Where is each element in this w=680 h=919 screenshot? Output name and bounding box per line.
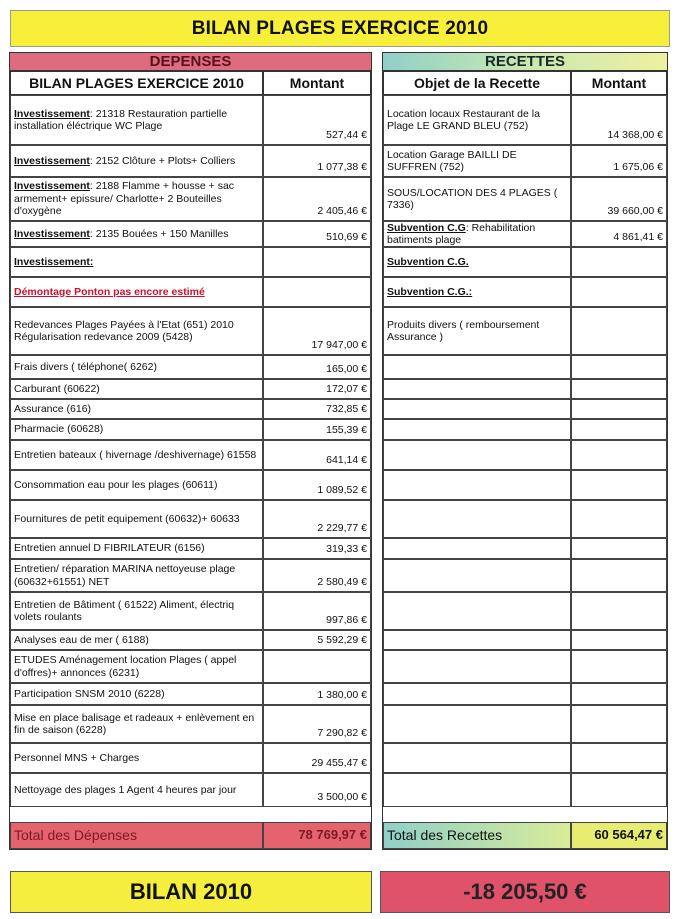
depenses-row-label [10,705,263,743]
depenses-row-label [10,95,263,145]
depenses-row-label [10,177,263,221]
recettes-row-label [383,470,571,500]
depenses-total-label: Total des Dépenses [10,822,263,849]
depenses-row [10,705,371,743]
depenses-row-label [10,145,263,177]
recettes-row-amount [571,277,667,307]
recettes-row-amount [571,470,667,500]
recettes-row-label [383,221,571,247]
recettes-row [383,559,667,592]
depenses-row-amount: 527,44 € [263,95,371,145]
recettes-row-label [383,559,571,592]
recettes-amount-header: Montant [571,71,667,95]
recettes-row-prefix: Subvention C.G [387,221,466,234]
depenses-row [10,307,371,355]
depenses-row-prefix: Investissement [14,227,90,240]
depenses-section-title: DEPENSES [10,53,371,71]
depenses-row-amount: 319,33 € [263,538,371,559]
recettes-row [383,470,667,500]
recettes-row-amount [571,559,667,592]
depenses-row [10,500,371,538]
depenses-row-text: Mise en place balisage et radeaux + enlèvement en fin de saison (6228) [14,711,255,736]
recettes-row [383,500,667,538]
depenses-total-amount: 78 769,97 € [263,822,371,849]
depenses-row-amount: 2 229,77 € [263,500,371,538]
recettes-row-amount: 4 861,41 € [571,221,667,247]
depenses-row-amount: 29 455,47 € [263,743,371,773]
depenses-row-text: Nettoyage des plages 1 Agent 4 heures par jour [14,783,237,796]
depenses-row-text: : 2135 Bouées + 150 Manilles [89,227,229,240]
depenses-row [10,538,371,559]
depenses-row [10,145,371,177]
depenses-row-text: Entretien annuel D FIBRILATEUR (6156) [14,542,205,555]
recettes-row-label [383,440,571,470]
depenses-row-amount: 172,07 € [263,379,371,399]
depenses-row-label [10,538,263,559]
recettes-row-amount [571,247,667,277]
depenses-row-amount: 7 290,82 € [263,705,371,743]
recettes-row [383,221,667,247]
recettes-row-amount: 14 368,00 € [571,95,667,145]
depenses-row [10,440,371,470]
depenses-row [10,277,371,307]
depenses-row-label [10,247,263,277]
recettes-row [383,277,667,307]
recettes-row-text: SOUS/LOCATION DES 4 PLAGES ( 7336) [387,186,558,211]
title-banner [10,10,670,47]
depenses-row-text: ETUDES Aménagement location Plages ( appel d'offres)+ annonces (6231) [14,654,237,679]
recettes-total-row [383,822,667,849]
recettes-row [383,399,667,419]
depenses-row-amount: 17 947,00 € [263,307,371,355]
depenses-row-amount: 5 592,29 € [263,630,371,650]
depenses-row [10,355,371,379]
depenses-row-label [10,419,263,440]
depenses-row-text: Entretien bateaux ( hivernage /deshivernage) 61558 [14,448,257,461]
depenses-row [10,419,371,440]
depenses-row-text: Analyses eau de mer ( 6188) [14,633,149,646]
recettes-row [383,145,667,177]
recettes-row-amount [571,773,667,807]
recettes-row-label [383,307,571,355]
recettes-row-label [383,683,571,705]
recettes-row-amount [571,440,667,470]
depenses-row [10,247,371,277]
recettes-row-prefix: Subvention C.G [387,285,466,298]
depenses-row [10,470,371,500]
recettes-row [383,379,667,399]
recettes-row [383,705,667,743]
depenses-row-amount: 732,85 € [263,399,371,419]
depenses-row-amount: 3 500,00 € [263,773,371,807]
depenses-row-label [10,650,263,683]
recettes-row-amount [571,419,667,440]
recettes-row-label [383,399,571,419]
recettes-row-label [383,379,571,399]
depenses-row [10,399,371,419]
depenses-amount-header: Montant [263,71,371,95]
recettes-row [383,247,667,277]
depenses-row-text: : 21318 Restauration partielle installation éléctrique WC Plage [14,107,228,132]
depenses-row [10,559,371,592]
recettes-row [383,440,667,470]
depenses-row [10,95,371,145]
recettes-row-amount: 1 675,06 € [571,145,667,177]
recettes-row [383,630,667,650]
recettes-row-amount [571,630,667,650]
depenses-row-text: Entretien de Bâtiment ( 61522) Aliment, électriq volets roulants [14,598,235,623]
recettes-row-label [383,743,571,773]
depenses-row-prefix: Investissement [14,154,90,167]
depenses-row [10,379,371,399]
recettes-row-amount [571,379,667,399]
depenses-row-text: Participation SNSM 2010 (6228) [14,687,165,700]
depenses-row-amount: 165,00 € [263,355,371,379]
depenses-row-label [10,559,263,592]
depenses-row-text: Redevances Plages Payées à l'Etat (651) 2010 Régularisation redevance 2009 (5428) [14,318,234,343]
recettes-row-label [383,500,571,538]
depenses-row [10,650,371,683]
recettes-row-amount [571,538,667,559]
depenses-row [10,221,371,247]
depenses-row [10,683,371,705]
recettes-row-amount: 39 660,00 € [571,177,667,221]
depenses-row [10,630,371,650]
recettes-row [383,419,667,440]
depenses-row-amount: 1 089,52 € [263,470,371,500]
depenses-row-label [10,221,263,247]
recettes-total-label: Total des Recettes [383,822,571,849]
recettes-total-amount: 60 564,47 € [571,822,667,849]
recettes-row [383,307,667,355]
recettes-row-label [383,177,571,221]
recettes-row-label [383,592,571,630]
depenses-panel [9,52,372,850]
depenses-row-amount: 510,69 € [263,221,371,247]
recettes-row-label [383,95,571,145]
depenses-row-label [10,630,263,650]
page-title: BILAN PLAGES EXERCICE 2010 [191,17,489,39]
recettes-row-amount [571,705,667,743]
depenses-row-label [10,399,263,419]
depenses-total-row [10,822,371,849]
bilan-value: -18 205,50 € [380,871,670,913]
recettes-row [383,650,667,683]
depenses-row-text: : [89,255,94,268]
depenses-row-text: Consommation eau pour les plages (60611) [14,478,218,491]
recettes-row-amount [571,500,667,538]
depenses-row-amount: 155,39 € [263,419,371,440]
depenses-row-text: Démontage Ponton pas encore estimé [14,285,205,298]
depenses-row-label [10,773,263,807]
recettes-row-amount [571,307,667,355]
recettes-row-prefix: Subvention C.G [387,255,466,268]
depenses-row-amount: 1 077,38 € [263,145,371,177]
depenses-row-label [10,470,263,500]
recettes-row [383,683,667,705]
recettes-row-text: Location locaux Restaurant de la Plage LE GRAND BLEU (752) [387,107,540,132]
recettes-row [383,773,667,807]
recettes-row-label [383,650,571,683]
recettes-row [383,95,667,145]
depenses-row-label [10,500,263,538]
depenses-row-label [10,743,263,773]
depenses-row-amount: 2 405,46 € [263,177,371,221]
depenses-row-label [10,379,263,399]
recettes-row-label [383,247,571,277]
recettes-row-amount [571,399,667,419]
depenses-row-label [10,440,263,470]
recettes-row-label [383,355,571,379]
depenses-row-text: Fournitures de petit equipement (60632)+ 60633 [14,512,240,525]
depenses-row-label [10,307,263,355]
depenses-row-amount: 997,86 € [263,592,371,630]
recettes-row-label [383,277,571,307]
depenses-row-prefix: Investissement [14,180,90,193]
recettes-row-amount [571,592,667,630]
recettes-row-amount [571,683,667,705]
recettes-row [383,538,667,559]
depenses-row-label [10,592,263,630]
depenses-row [10,773,371,807]
bilan-label: BILAN 2010 [10,871,372,913]
depenses-row-text: Entretien/ réparation MARINA nettoyeuse plage (60632+61551) NET [14,563,236,588]
depenses-row-text: Frais divers ( téléphone( 6262) [14,360,157,373]
recettes-row [383,743,667,773]
recettes-row-label [383,145,571,177]
depenses-row-text: Pharmacie (60628) [14,423,104,436]
recettes-row-amount [571,355,667,379]
depenses-row-text: : 2188 Flamme + housse + sac armement+ epissure/ Charlotte+ 2 Bouteilles d'oxygène [14,180,235,218]
recettes-row [383,592,667,630]
depenses-row-text: : 2152 Clôture + Plots+ Colliers [89,154,236,167]
depenses-row-text: Assurance (616) [14,402,92,415]
depenses-row [10,743,371,773]
recettes-label-header: Objet de la Recette [383,71,571,95]
depenses-label-header: BILAN PLAGES EXERCICE 2010 [10,71,263,95]
recettes-row-text: Produits divers ( remboursement Assurance ) [387,318,540,343]
depenses-row-prefix: Investissement [14,255,90,268]
recettes-row [383,355,667,379]
depenses-row-label [10,683,263,705]
recettes-row-label [383,419,571,440]
depenses-row-amount [263,277,371,307]
depenses-column-header [10,71,371,95]
depenses-row-text: Personnel MNS + Charges [14,751,140,764]
depenses-row-amount [263,247,371,277]
recettes-row-text: .: [465,285,473,298]
recettes-row-label [383,773,571,807]
recettes-row-text: : Rehabilitation batiments plage [387,221,536,246]
depenses-row-amount: 2 580,49 € [263,559,371,592]
depenses-row-label [10,277,263,307]
recettes-row-amount [571,650,667,683]
depenses-row-label [10,355,263,379]
recettes-section-title: RECETTES [383,53,667,71]
depenses-row-amount: 1 380,00 € [263,683,371,705]
recettes-column-header [383,71,667,95]
recettes-row-label [383,630,571,650]
recettes-row-label [383,538,571,559]
recettes-row-text: . [465,255,469,268]
depenses-row [10,592,371,630]
recettes-row [383,177,667,221]
depenses-row-prefix: Investissement [14,107,90,120]
recettes-panel [382,52,668,850]
depenses-row-amount [263,650,371,683]
recettes-row-label [383,705,571,743]
depenses-row-text: Carburant (60622) [14,382,100,395]
depenses-row [10,177,371,221]
depenses-row-amount: 641,14 € [263,440,371,470]
recettes-row-text: Location Garage BAILLI DE SUFFREN (752) [387,148,517,173]
recettes-row-amount [571,743,667,773]
